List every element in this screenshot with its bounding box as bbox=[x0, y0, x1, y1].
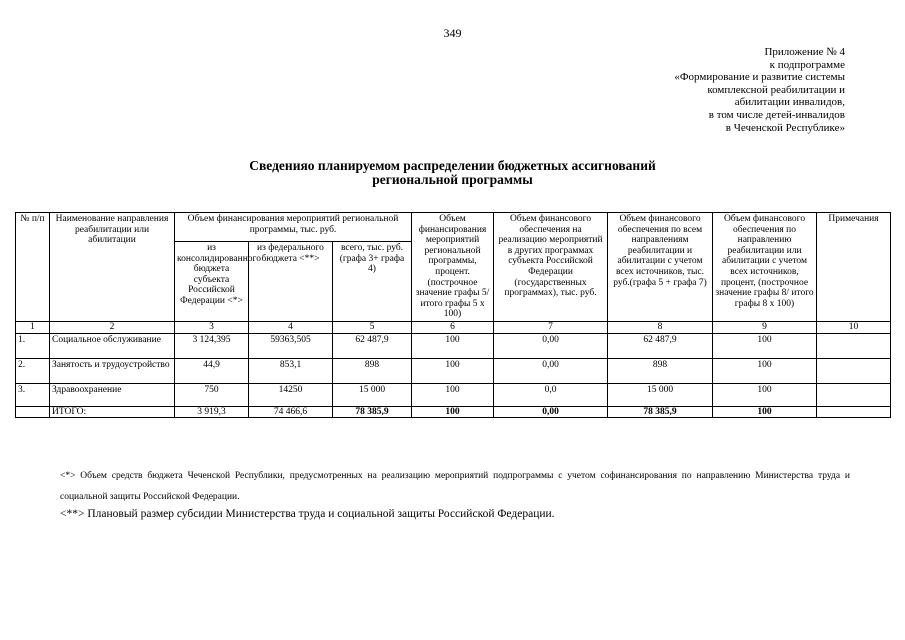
header-total-rub: всего, тыс. руб. (графа 3+ графа 4) bbox=[333, 242, 412, 322]
row-share: 100 bbox=[412, 383, 494, 406]
title-line-1: Сведенияо планируемом распределении бюджетных ассигнований bbox=[249, 158, 656, 173]
row-federal: 59363,505 bbox=[249, 333, 333, 358]
total-num bbox=[16, 406, 50, 418]
header-federal: из федерального бюджета <**> bbox=[249, 242, 333, 322]
row-share-all: 100 bbox=[713, 333, 817, 358]
total-consolidated: 3 919,3 bbox=[175, 406, 249, 418]
header-share-all-sources: Объем финансового обеспечения по направлению реабилитации или абилитации с учетом всех источников, процент, (построчное значение графы 8/ итого графы 8 х 100) bbox=[713, 213, 817, 322]
header-share-funding: Объем финансирования мероприятий региональной программы, процент. (построчное значение графы 5/ итого графы 5 х 100) bbox=[412, 213, 494, 322]
row-total-all: 898 bbox=[608, 358, 713, 383]
row-notes bbox=[817, 358, 891, 383]
appendix-line: абилитации инвалидов, bbox=[734, 96, 845, 109]
appendix-line: к подпрограмме bbox=[769, 58, 845, 71]
column-number: 5 bbox=[333, 321, 412, 333]
column-number: 7 bbox=[494, 321, 608, 333]
column-number: 9 bbox=[713, 321, 817, 333]
row-name: Занятость и трудоустройство bbox=[50, 358, 175, 383]
appendix-line: комплексной реабилитации и bbox=[707, 83, 845, 96]
footnote-1: <*> Объем средств бюджета Чеченской Республики, предусмотренных на реализацию мероприятий подпрограммы с учетом софинансирования по направлению Министерства труда и социальной защиты Российской Федерации. bbox=[60, 471, 850, 502]
row-share-all: 100 bbox=[713, 358, 817, 383]
total-all-sources: 78 385,9 bbox=[608, 406, 713, 418]
header-row bbox=[16, 213, 891, 242]
header-notes: Примечания bbox=[817, 213, 891, 322]
header-num: № п/п bbox=[16, 213, 50, 322]
footnote-2: <**> Плановый размер субсидии Министерства труда и социальной защиты Российской Федерации. bbox=[60, 508, 555, 520]
table-row bbox=[16, 383, 891, 406]
appendix-line: «Формирование и развитие системы bbox=[674, 71, 845, 84]
header-other-programs: Объем финансового обеспечения на реализацию мероприятий в других программах субъекта Российской Федерации (государственных программах), тыс. руб. bbox=[494, 213, 608, 322]
row-total-all: 15 000 bbox=[608, 383, 713, 406]
total-share: 100 bbox=[412, 406, 494, 418]
column-number: 6 bbox=[412, 321, 494, 333]
appendix-header bbox=[585, 46, 845, 134]
appendix-line: Приложение № 4 bbox=[764, 46, 845, 58]
column-number: 2 bbox=[50, 321, 175, 333]
appendix-line: в том числе детей-инвалидов bbox=[708, 108, 845, 121]
row-share: 100 bbox=[412, 333, 494, 358]
table-row bbox=[16, 333, 891, 358]
row-notes bbox=[817, 383, 891, 406]
row-name: Здравоохранение bbox=[50, 383, 175, 406]
header-consolidated: из консолидированного бюджета субъекта Российской Федерации <*> bbox=[175, 242, 249, 322]
total-notes bbox=[817, 406, 891, 418]
header-funding-group: Объем финансирования мероприятий региональной программы, тыс. руб. bbox=[175, 213, 412, 242]
column-number-row bbox=[16, 321, 891, 333]
header-total-all-sources: Объем финансового обеспечения по всем направлениям реабилитации и абилитации с учетом всех источников, тыс. руб.(графа 5 + графа 7) bbox=[608, 213, 713, 322]
row-num: 1. bbox=[16, 333, 50, 358]
row-total: 15 000 bbox=[333, 383, 412, 406]
title-line-2: региональной программы bbox=[372, 172, 533, 187]
row-name: Социальное обслуживание bbox=[50, 333, 175, 358]
header-direction: Наименование направления реабилитации или абилитации bbox=[50, 213, 175, 322]
budget-table bbox=[15, 212, 891, 418]
row-total: 62 487,9 bbox=[333, 333, 412, 358]
row-num: 2. bbox=[16, 358, 50, 383]
row-other-programs: 0,00 bbox=[494, 333, 608, 358]
row-consolidated: 3 124,395 bbox=[175, 333, 249, 358]
row-federal: 14250 bbox=[249, 383, 333, 406]
row-total-all: 62 487,9 bbox=[608, 333, 713, 358]
row-other-programs: 0,00 bbox=[494, 358, 608, 383]
page-number: 349 bbox=[443, 26, 462, 40]
row-federal: 853,1 bbox=[249, 358, 333, 383]
column-number: 8 bbox=[608, 321, 713, 333]
row-other-programs: 0,0 bbox=[494, 383, 608, 406]
row-share: 100 bbox=[412, 358, 494, 383]
column-number: 4 bbox=[249, 321, 333, 333]
total-other-programs: 0,00 bbox=[494, 406, 608, 418]
total-share-all: 100 bbox=[713, 406, 817, 418]
total-row bbox=[16, 406, 891, 418]
column-number: 10 bbox=[817, 321, 891, 333]
row-consolidated: 750 bbox=[175, 383, 249, 406]
row-notes bbox=[817, 333, 891, 358]
total-sum: 78 385,9 bbox=[333, 406, 412, 418]
row-consolidated: 44,9 bbox=[175, 358, 249, 383]
row-total: 898 bbox=[333, 358, 412, 383]
row-num: 3. bbox=[16, 383, 50, 406]
total-label: ИТОГО: bbox=[50, 406, 175, 418]
table-row bbox=[16, 358, 891, 383]
document-title bbox=[0, 159, 905, 187]
total-federal: 74 466,6 bbox=[249, 406, 333, 418]
column-number: 1 bbox=[16, 321, 50, 333]
column-number: 3 bbox=[175, 321, 249, 333]
row-share-all: 100 bbox=[713, 383, 817, 406]
appendix-line: в Чеченской Республике» bbox=[725, 121, 845, 134]
